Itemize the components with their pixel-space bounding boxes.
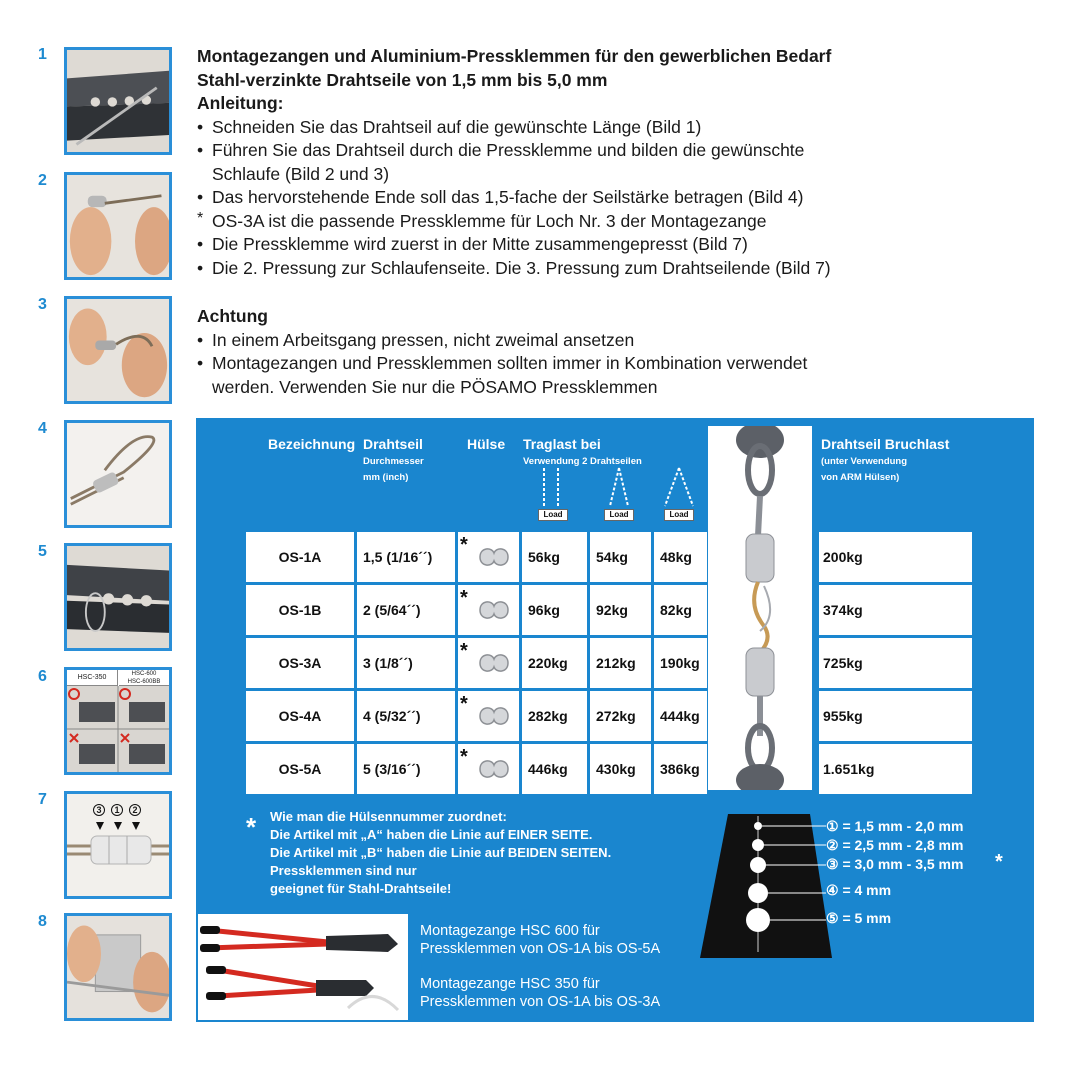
step-number-2: 2 bbox=[38, 172, 47, 189]
step-number-6: 6 bbox=[38, 668, 47, 685]
header-drahtseil-sub2: mm (inch) bbox=[363, 472, 409, 483]
header-drahtseil: Drahtseil bbox=[363, 436, 423, 452]
crimp-tools-image bbox=[198, 914, 408, 1020]
table-row bbox=[246, 691, 710, 741]
tool-hsc600-text bbox=[420, 922, 660, 958]
warning-item-2: • Montagezangen und Pressklemmen sollten immer in Kombination verwendet bbox=[197, 352, 1037, 376]
cell-load-1: 446kg bbox=[522, 744, 587, 794]
note-line-5: geeignet für Stahl-Drahtseile! bbox=[270, 881, 452, 896]
instruction-asterisk-note bbox=[197, 210, 1037, 234]
crimp-gauge-icon bbox=[696, 812, 836, 960]
sleeve-icon bbox=[474, 704, 514, 728]
asterisk-note-text: OS-3A ist die passende Pressklemme für Loch Nr. 3 der Montagezange bbox=[212, 210, 767, 231]
table-row bbox=[246, 744, 710, 794]
sleeve-star: * bbox=[460, 587, 468, 609]
asterisk-mark: * bbox=[197, 209, 204, 227]
page-title: Montagezangen und Aluminium-Pressklemmen für den gewerblichen Bedarf bbox=[197, 46, 832, 66]
step-3-image bbox=[64, 296, 172, 404]
step-number-3: 3 bbox=[38, 296, 47, 313]
sleeve-star: * bbox=[460, 693, 468, 715]
cell-load-3: 190kg bbox=[654, 638, 707, 688]
step-6-image bbox=[64, 667, 172, 775]
hand-sleeve-icon bbox=[67, 175, 169, 277]
cell-diameter: 3 (1/8´´) bbox=[357, 638, 455, 688]
gauge-label-4: ④ = 4 mm bbox=[826, 882, 892, 898]
sleeve-number-note bbox=[270, 808, 611, 898]
instruction-item-4: • Die Pressklemme wird zuerst in der Mitte zusammengepresst (Bild 7) bbox=[197, 233, 1037, 257]
tool-hsc350-text bbox=[420, 975, 660, 1011]
instructions-heading: Anleitung: bbox=[197, 93, 284, 113]
crimping-icon bbox=[67, 546, 169, 648]
step-number-4: 4 bbox=[38, 420, 47, 437]
cell-load-2: 272kg bbox=[590, 691, 651, 741]
cell-load-1: 56kg bbox=[522, 532, 587, 582]
note-line-3: Die Artikel mit „B“ haben die Linie auf BEIDEN SEITEN. bbox=[270, 845, 612, 860]
warning-item-2-cont: werden. Verwenden Sie nur die PÖSAMO Pressklemmen bbox=[212, 376, 658, 397]
cell-load-3: 48kg bbox=[654, 532, 707, 582]
rope-break-icon bbox=[708, 426, 812, 790]
cell-break-load: 1.651kg bbox=[819, 744, 972, 794]
warning-heading: Achtung bbox=[197, 306, 268, 326]
step-4-image bbox=[64, 420, 172, 528]
cell-load-1: 220kg bbox=[522, 638, 587, 688]
gauge-check-icon bbox=[67, 916, 169, 1018]
cell-sleeve bbox=[458, 744, 519, 794]
header-bruchlast: Drahtseil Bruchlast bbox=[821, 436, 950, 452]
hsc600-label bbox=[119, 670, 169, 686]
page-subtitle: Stahl-verzinkte Drahtseile von 1,5 mm bis 5,0 mm bbox=[197, 69, 608, 90]
cell-load-3: 386kg bbox=[654, 744, 707, 794]
cell-break-load: 955kg bbox=[819, 691, 972, 741]
cell-sleeve bbox=[458, 691, 519, 741]
step-number-7: 7 bbox=[38, 791, 47, 808]
step-1-image bbox=[64, 47, 172, 155]
note-line-2: Die Artikel mit „A“ haben die Linie auf EINER SEITE. bbox=[270, 827, 593, 842]
step-8-image bbox=[64, 913, 172, 1021]
sleeve-star: * bbox=[460, 534, 468, 556]
cell-load-1: 96kg bbox=[522, 585, 587, 635]
header-bruchlast-sub1: (unter Verwendung bbox=[821, 456, 908, 467]
table-row bbox=[246, 532, 710, 582]
gauge-label-1: ① = 1,5 mm - 2,0 mm bbox=[826, 818, 964, 834]
instruction-item-2-cont: Schlaufe (Bild 2 und 3) bbox=[212, 163, 390, 184]
cell-break-load: 200kg bbox=[819, 532, 972, 582]
cell-sleeve bbox=[458, 532, 519, 582]
sleeve-icon bbox=[474, 545, 514, 569]
cell-load-2: 54kg bbox=[590, 532, 651, 582]
note-asterisk: * bbox=[246, 812, 257, 842]
note-line-1: Wie man die Hülsennummer zuordnet: bbox=[270, 809, 507, 824]
warning-item-1: • In einem Arbeitsgang pressen, nicht zweimal ansetzen bbox=[197, 329, 1037, 353]
gauge-star: * bbox=[995, 851, 1003, 873]
cell-name: OS-1A bbox=[246, 532, 354, 582]
press-order-marks bbox=[93, 804, 141, 816]
header-bruchlast-sub2: von ARM Hülsen) bbox=[821, 472, 900, 483]
press-mark-1: 1 bbox=[111, 804, 123, 816]
header-huelse: Hülse bbox=[467, 436, 506, 452]
cell-load-2: 92kg bbox=[590, 585, 651, 635]
step-number-8: 8 bbox=[38, 913, 47, 930]
crimp-tool-icon bbox=[67, 50, 169, 152]
header-traglast: Traglast bei bbox=[523, 436, 601, 452]
sleeve-star: * bbox=[460, 640, 468, 662]
header-drahtseil-sub1: Durchmesser bbox=[363, 456, 424, 467]
step-5-image bbox=[64, 543, 172, 651]
cell-sleeve bbox=[458, 585, 519, 635]
header-traglast-sub: Verwendung 2 Drahtseilen bbox=[523, 456, 642, 467]
step-7-image bbox=[64, 791, 172, 899]
warning-block bbox=[197, 305, 1037, 399]
sleeve-icon bbox=[474, 651, 514, 675]
spec-panel bbox=[196, 418, 1034, 1022]
load-label-3: Load bbox=[664, 509, 694, 521]
cell-load-3: 82kg bbox=[654, 585, 707, 635]
gauge-label-3: ③ = 3,0 mm - 3,5 mm bbox=[826, 856, 964, 872]
table-row bbox=[246, 638, 710, 688]
hsc350-label: HSC-350 bbox=[67, 670, 118, 686]
load-angle-small-icon bbox=[604, 466, 634, 510]
cell-break-load: 374kg bbox=[819, 585, 972, 635]
note-line-4: Pressklemmen sind nur bbox=[270, 863, 417, 878]
sleeve-icon bbox=[474, 757, 514, 781]
step-number-5: 5 bbox=[38, 543, 47, 560]
tool-hsc350-line2: Pressklemmen von OS-1A bis OS-3A bbox=[420, 994, 661, 1010]
load-vertical-icon bbox=[536, 466, 566, 510]
instruction-item-2: • Führen Sie das Drahtseil durch die Pressklemme und bilden die gewünschte bbox=[197, 139, 1037, 163]
press-mark-3: 3 bbox=[93, 804, 105, 816]
cell-name: OS-5A bbox=[246, 744, 354, 794]
hsc600-label-b: HSC-600BB bbox=[127, 679, 161, 685]
loop-forming-icon bbox=[67, 299, 169, 401]
cell-break-load: 725kg bbox=[819, 638, 972, 688]
cell-diameter: 5 (3/16´´) bbox=[357, 744, 455, 794]
pliers-icon bbox=[198, 914, 408, 1020]
instruction-item-1: • Schneiden Sie das Drahtseil auf die gewünschte Länge (Bild 1) bbox=[197, 116, 1037, 140]
table-row bbox=[246, 585, 710, 635]
cell-load-2: 212kg bbox=[590, 638, 651, 688]
cell-name: OS-1B bbox=[246, 585, 354, 635]
step-2-image bbox=[64, 172, 172, 280]
sleeve-icon bbox=[474, 598, 514, 622]
sleeve-star: * bbox=[460, 746, 468, 768]
load-angle-wide-icon bbox=[662, 466, 696, 510]
cell-sleeve bbox=[458, 638, 519, 688]
gauge-label-5: ⑤ = 5 mm bbox=[826, 910, 892, 926]
tool-hsc600-line2: Pressklemmen von OS-1A bis OS-5A bbox=[420, 941, 661, 957]
cell-name: OS-3A bbox=[246, 638, 354, 688]
wire-loop-icon bbox=[67, 423, 169, 525]
rope-test-image bbox=[708, 426, 812, 790]
instructions-block bbox=[197, 45, 1037, 280]
cell-diameter: 1,5 (1/16´´) bbox=[357, 532, 455, 582]
header-bezeichnung: Bezeichnung bbox=[268, 436, 356, 452]
tool-hsc600-line1: Montagezange HSC 600 für bbox=[420, 923, 600, 939]
load-label-1: Load bbox=[538, 509, 568, 521]
hsc600-label-a: HSC-600 bbox=[131, 671, 157, 677]
instruction-item-5: • Die 2. Pressung zur Schlaufenseite. Die 3. Pressung zum Drahtseilende (Bild 7) bbox=[197, 257, 1037, 281]
cell-diameter: 4 (5/32´´) bbox=[357, 691, 455, 741]
die-comparison-icon bbox=[67, 686, 169, 772]
gauge-label-2: ② = 2,5 mm - 2,8 mm bbox=[826, 837, 964, 853]
cell-name: OS-4A bbox=[246, 691, 354, 741]
press-mark-2: 2 bbox=[129, 804, 141, 816]
tool-hsc350-line1: Montagezange HSC 350 für bbox=[420, 976, 600, 992]
cell-diameter: 2 (5/64´´) bbox=[357, 585, 455, 635]
load-label-2: Load bbox=[604, 509, 634, 521]
cell-load-2: 430kg bbox=[590, 744, 651, 794]
step-number-1: 1 bbox=[38, 46, 47, 63]
instruction-item-3: • Das hervorstehende Ende soll das 1,5-fache der Seilstärke betragen (Bild 4) bbox=[197, 186, 1037, 210]
cell-load-1: 282kg bbox=[522, 691, 587, 741]
cell-load-3: 444kg bbox=[654, 691, 707, 741]
